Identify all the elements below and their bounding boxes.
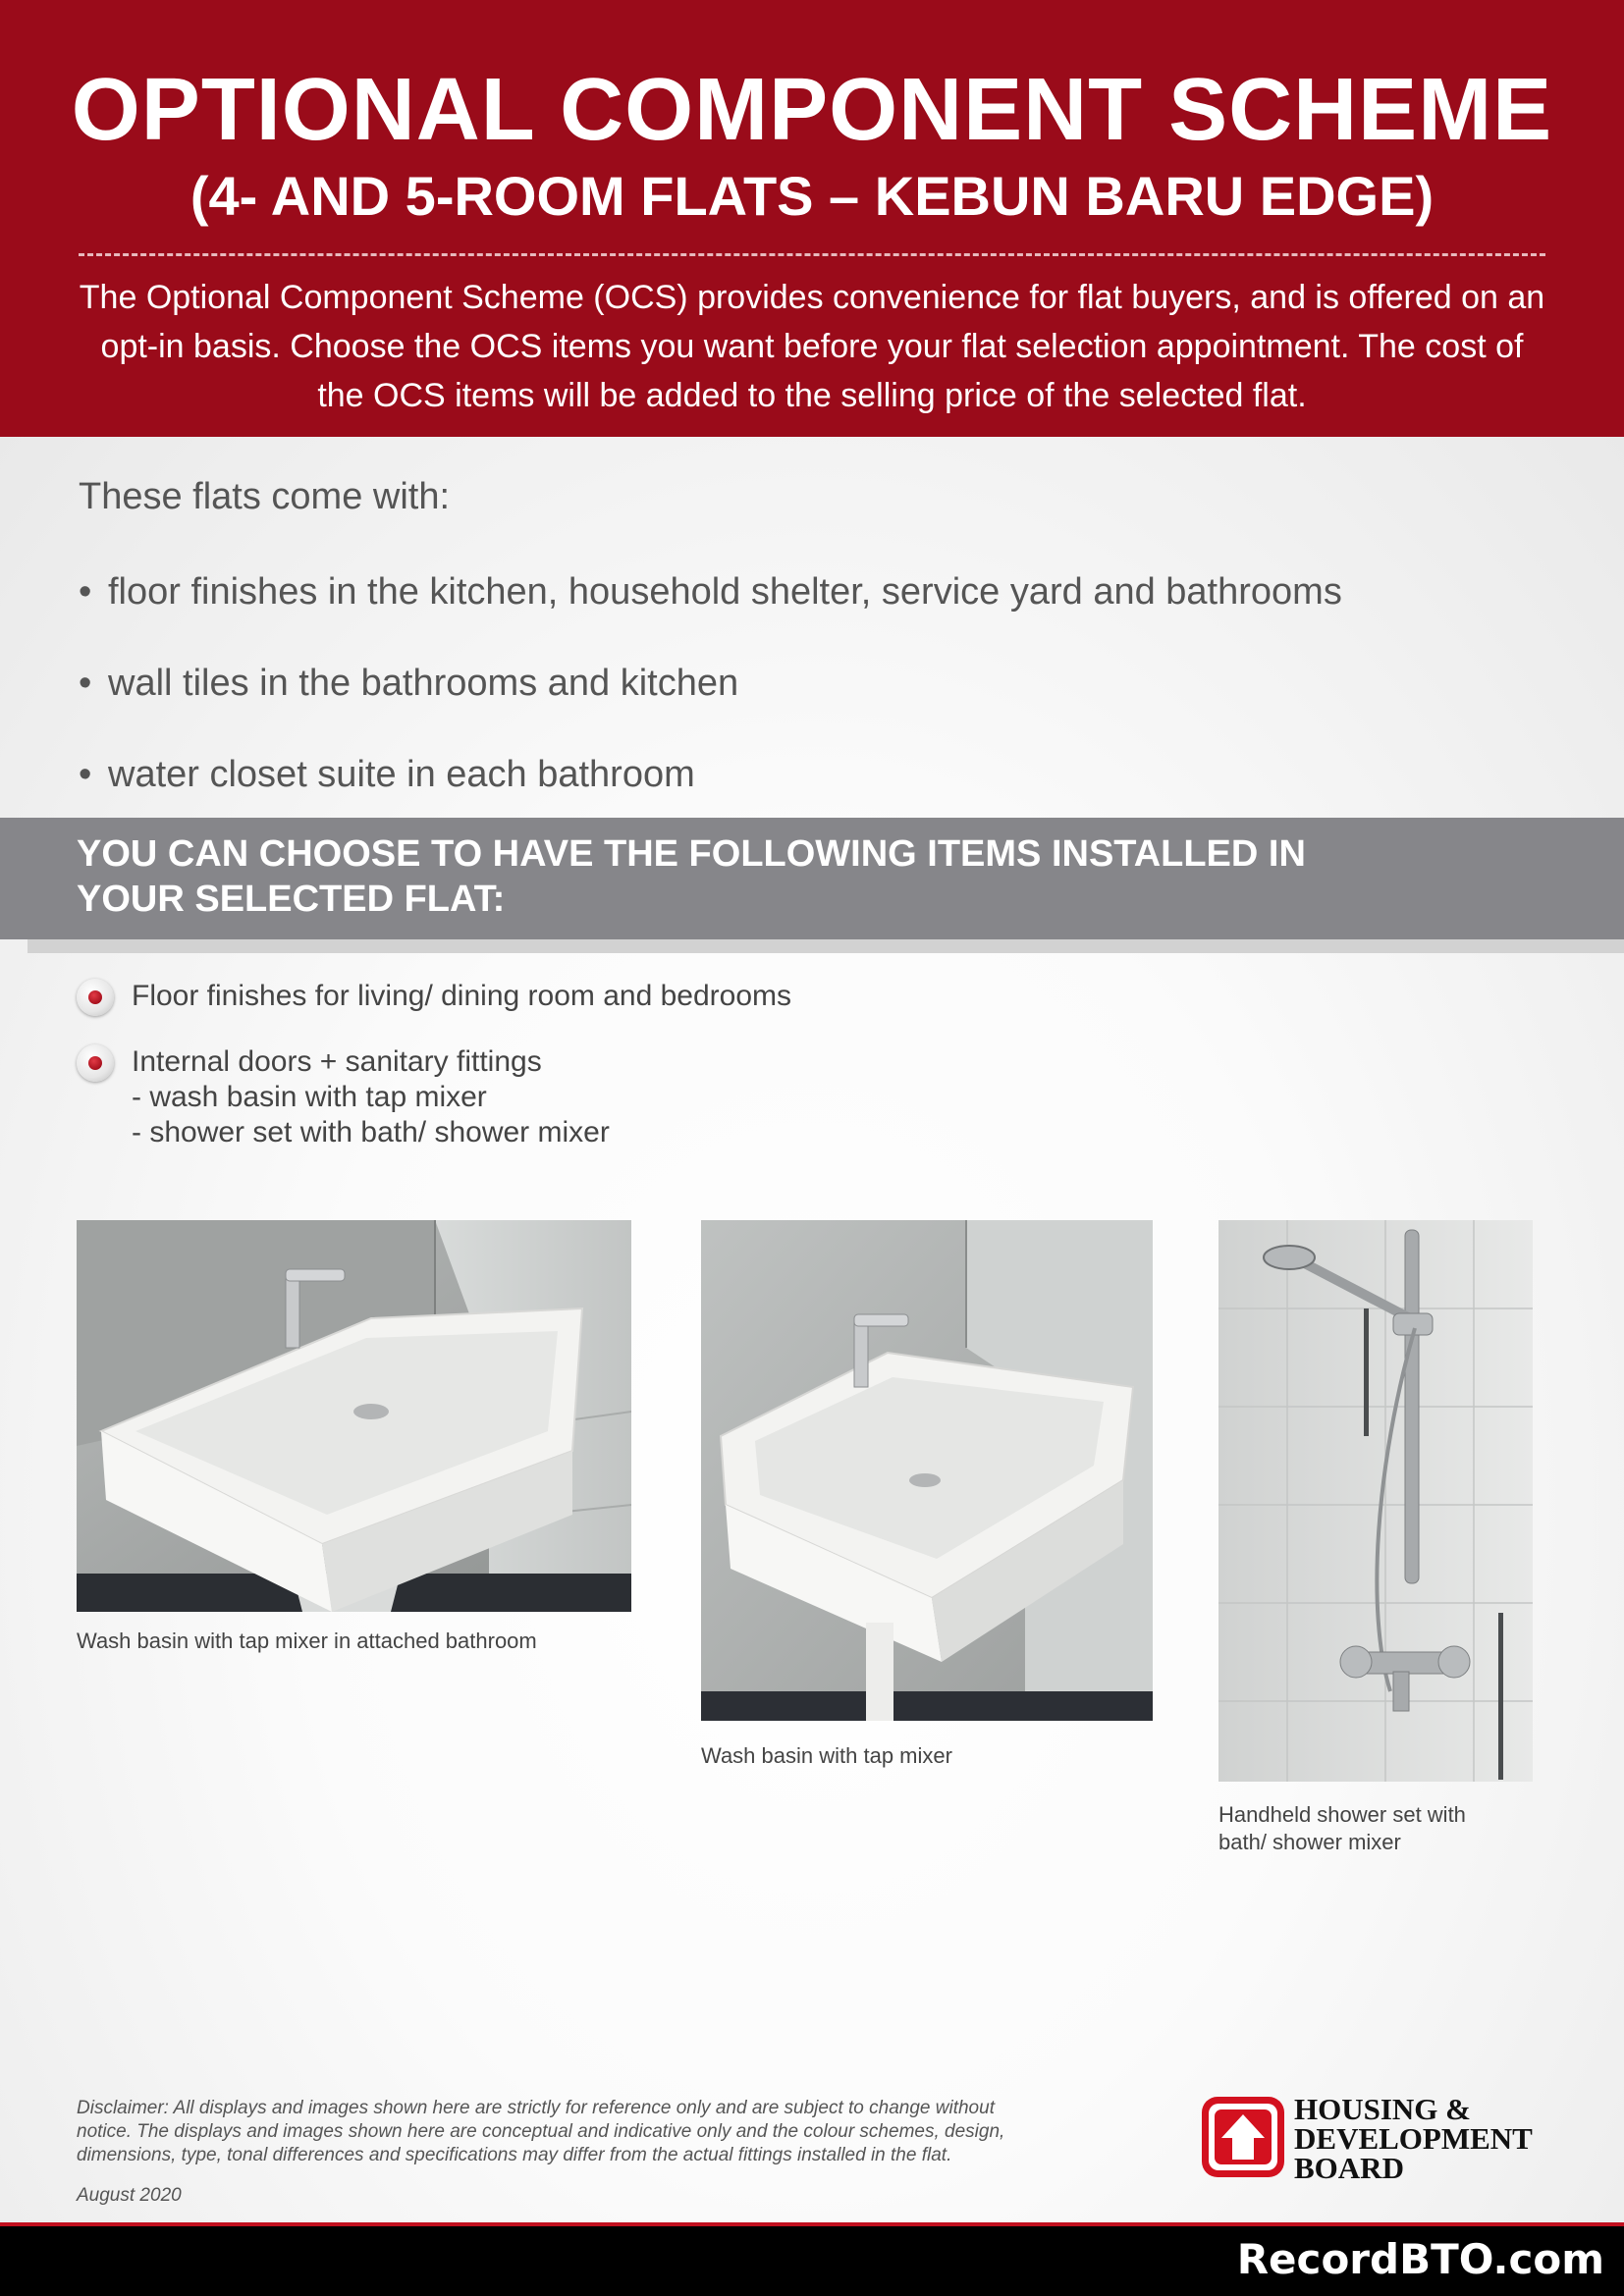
logo-line: DEVELOPMENT [1294, 2121, 1533, 2156]
banner-underline [27, 939, 1624, 953]
intro-line: The Optional Component Scheme (OCS) provides convenience for flat buyers, and is offered on an [79, 279, 1545, 316]
optional-subitem: - shower set with bath/ shower mixer [132, 1116, 610, 1148]
included-item [79, 568, 1342, 615]
wash-basin-icon [77, 1220, 631, 1612]
bullet-icon: • [79, 571, 92, 613]
included-heading: These flats come with: [79, 476, 451, 517]
optional-subitem: - wash basin with tap mixer [132, 1081, 487, 1113]
disclaimer-line: notice. The displays and images shown here are conceptual and indicative only and the colour schemes, design, [77, 2121, 1005, 2142]
included-item [79, 660, 738, 707]
dashed-divider [79, 253, 1545, 256]
shower-set-photo [1218, 1220, 1533, 1782]
publication-date: August 2020 [77, 2185, 182, 2206]
photo-caption: Wash basin with tap mixer [701, 1743, 952, 1768]
logo-line: HOUSING & [1294, 2092, 1471, 2126]
included-item-text: floor finishes in the kitchen, household shelter, service yard and bathrooms [108, 571, 1342, 613]
bullet-icon: • [79, 663, 92, 704]
photo-caption: Wash basin with tap mixer in attached bathroom [77, 1629, 537, 1653]
disclaimer [77, 2097, 1117, 2167]
radio-dot-icon [88, 1056, 102, 1070]
banner-line: YOUR SELECTED FLAT: [77, 879, 506, 920]
wash-basin-attached-photo [77, 1220, 631, 1612]
banner-line: YOU CAN CHOOSE TO HAVE THE FOLLOWING ITEMS INSTALLED IN [77, 833, 1306, 875]
intro-line: the OCS items will be added to the selling price of the selected flat. [317, 377, 1307, 414]
bullet-icon: • [79, 754, 92, 795]
radio-selected-icon[interactable] [77, 979, 114, 1016]
optional-item-label: Floor finishes for living/ dining room and bedrooms [132, 980, 791, 1012]
options-banner-text [77, 831, 1451, 922]
hdb-logo-icon [1200, 2095, 1286, 2179]
intro-paragraph [69, 273, 1555, 420]
options-banner [0, 818, 1624, 939]
logo-line: BOARD [1294, 2151, 1404, 2185]
watermark: RecordBTO.com [1236, 2235, 1604, 2283]
included-item [79, 751, 695, 798]
included-item-text: water closet suite in each bathroom [108, 754, 695, 795]
optional-item-label: Internal doors + sanitary fittings [132, 1045, 542, 1078]
disclaimer-line: Disclaimer: All displays and images shown here are strictly for reference only and are subject to change without [77, 2098, 995, 2118]
intro-line: opt-in basis. Choose the OCS items you want before your flat selection appointment. The cost of [100, 328, 1524, 365]
included-item-text: wall tiles in the bathrooms and kitchen [108, 663, 739, 704]
caption-line: Handheld shower set with [1218, 1802, 1466, 1827]
photo-caption [1218, 1801, 1466, 1856]
page-title: OPTIONAL COMPONENT SCHEME [71, 61, 1553, 159]
radio-dot-icon [88, 990, 102, 1004]
shower-set-icon [1218, 1220, 1533, 1782]
disclaimer-line: dimensions, type, tonal differences and specifications may differ from the actual fittings installed in the flat. [77, 2145, 952, 2165]
caption-line: bath/ shower mixer [1218, 1830, 1401, 1854]
radio-selected-icon[interactable] [77, 1044, 114, 1082]
wash-basin-icon [701, 1220, 1153, 1721]
page-subtitle: (4- AND 5-ROOM FLATS – KEBUN BARU EDGE) [189, 165, 1435, 227]
header-band [0, 0, 1624, 437]
hdb-logo-text [1294, 2092, 1549, 2185]
wash-basin-photo [701, 1220, 1153, 1721]
